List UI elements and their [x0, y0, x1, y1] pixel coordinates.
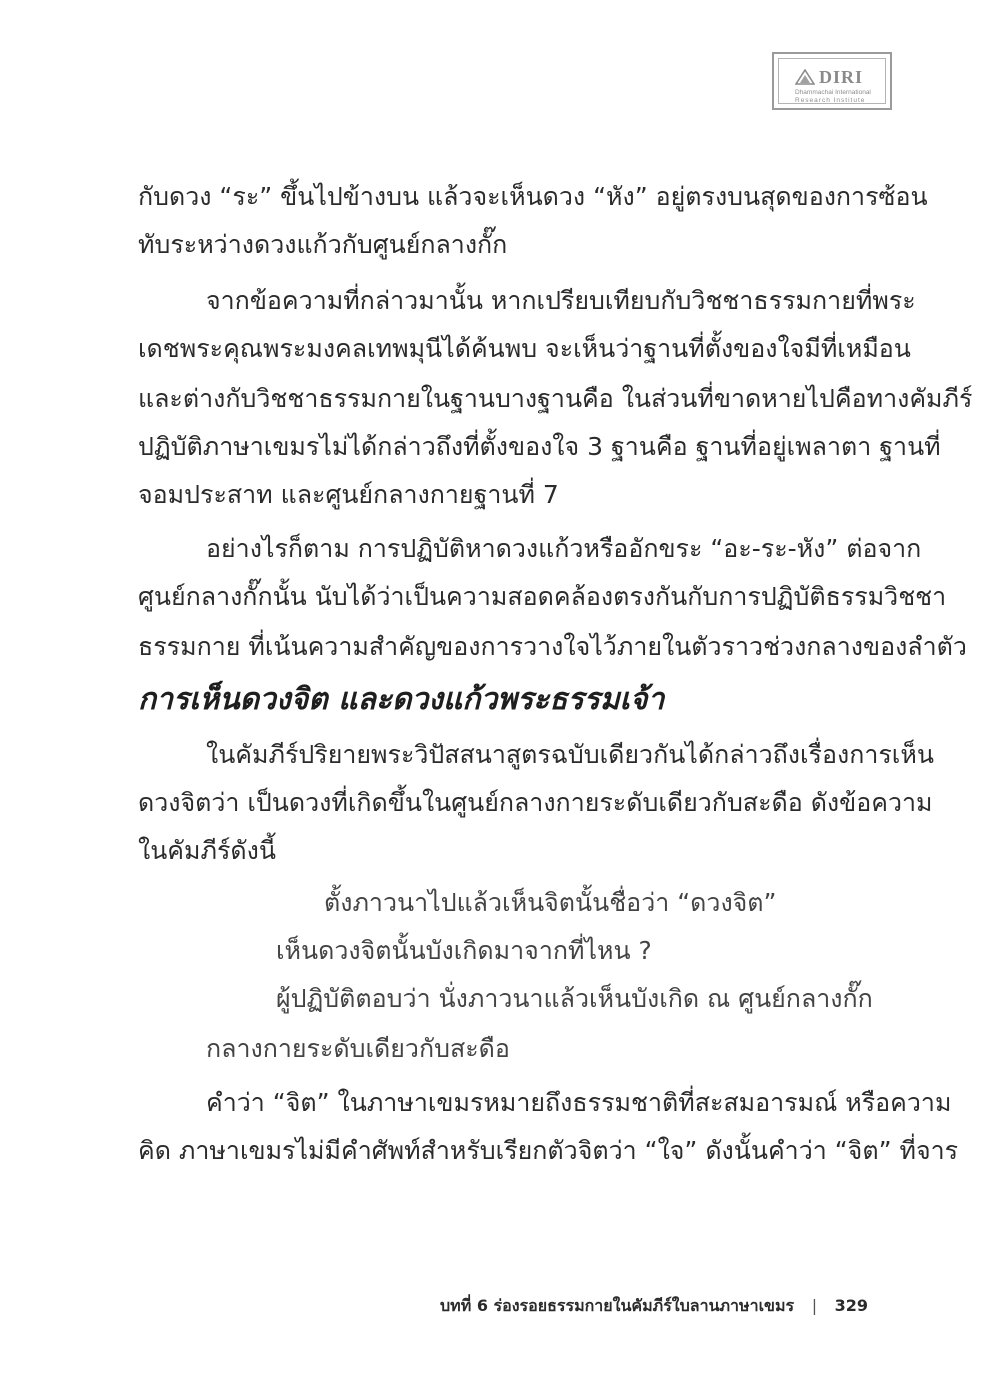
paragraph-4-line-2: ดวงจิตว่า เป็นดวงที่เกิดขึ้นในศูนย์กลางกายระดับเดียวกับสะดือ ดังข้อความ	[138, 788, 933, 817]
page-footer	[440, 1294, 868, 1319]
page-number: 329	[834, 1296, 869, 1315]
paragraph-3-line-1: อย่างไรก็ตาม การปฏิบัติหาดวงแก้วหรืออักขระ “อะ-ระ-หัง” ต่อจาก	[206, 534, 922, 563]
paragraph-5-line-2: คิด ภาษาเขมรไม่มีคำศัพท์สำหรับเรียกตัวจิตว่า “ใจ” ดังนั้นคำว่า “จิต” ที่จาร	[138, 1136, 959, 1165]
paragraph-3-line-2: ศูนย์กลางกั๊กนั้น นับได้ว่าเป็นความสอดคล้องตรงกันกับการปฏิบัติธรรมวิชชา	[138, 582, 947, 611]
paragraph-4-line-1: ในคัมภีร์ปริยายพระวิปัสสนาสูตรฉบับเดียวกันได้กล่าวถึงเรื่องการเห็น	[206, 740, 934, 769]
quote-line-2: เห็นดวงจิตนั้นบังเกิดมาจากที่ไหน ?	[276, 936, 652, 965]
logo-name: DIRI	[819, 67, 864, 87]
quote-line-4: กลางกายระดับเดียวกับสะดือ	[206, 1034, 510, 1063]
diri-logo	[772, 52, 892, 110]
paragraph-2-line-3: และต่างกับวิชชาธรรมกายในฐานบางฐานคือ ในส่วนที่ขาดหายไปคือทางคัมภีร์	[138, 384, 973, 413]
paragraph-1-line-1: กับดวง “ระ” ขึ้นไปข้างบน แล้วจะเห็นดวง “หัง” อยู่ตรงบนสุดของการซ้อน	[138, 182, 928, 211]
paragraph-4-line-3: ในคัมภีร์ดังนี้	[138, 836, 276, 865]
paragraph-3-line-3: ธรรมกาย ที่เน้นความสำคัญของการวางใจไว้ภายในตัวราวช่วงกลางของลำตัว	[138, 632, 967, 661]
logo-subtitle-1: Dhammachai International	[795, 89, 871, 96]
logo-subtitle-2: Research Institute	[795, 97, 866, 104]
section-heading: การเห็นดวงจิต และดวงแก้วพระธรรมเจ้า	[138, 682, 665, 717]
quote-line-3: ผู้ปฏิบัติตอบว่า นั่งภาวนาแล้วเห็นบังเกิด ณ ศูนย์กลางกั๊ก	[276, 984, 873, 1013]
paragraph-2-line-2: เดชพระคุณพระมงคลเทพมุนีได้ค้นพบ จะเห็นว่าฐานที่ตั้งของใจมีที่เหมือน	[138, 334, 911, 363]
paragraph-2-line-4: ปฏิบัติภาษาเขมรไม่ได้กล่าวถึงที่ตั้งของใจ 3 ฐานคือ ฐานที่อยู่เพลาตา ฐานที่	[138, 432, 941, 461]
triangle-logo-icon	[795, 69, 815, 85]
paragraph-2-line-5: จอมประสาท และศูนย์กลางกายฐานที่ 7	[138, 480, 559, 509]
paragraph-5-line-1: คำว่า “จิต” ในภาษาเขมรหมายถึงธรรมชาติที่สะสมอารมณ์ หรือความ	[206, 1088, 952, 1117]
paragraph-1-line-2: ทับระหว่างดวงแก้วกับศูนย์กลางกั๊ก	[138, 230, 508, 259]
quote-line-1: ตั้งภาวนาไปแล้วเห็นจิตนั้นชื่อว่า “ดวงจิต”	[324, 888, 777, 917]
chapter-title: บทที่ 6 ร่องรอยธรรมกายในคัมภีร์ใบลานภาษาเขมร	[440, 1296, 795, 1315]
paragraph-2-line-1: จากข้อความที่กล่าวมานั้น หากเปรียบเทียบกับวิชชาธรรมกายที่พระ	[206, 286, 916, 315]
footer-separator: |	[811, 1296, 818, 1315]
logo-inner-frame	[778, 58, 886, 104]
